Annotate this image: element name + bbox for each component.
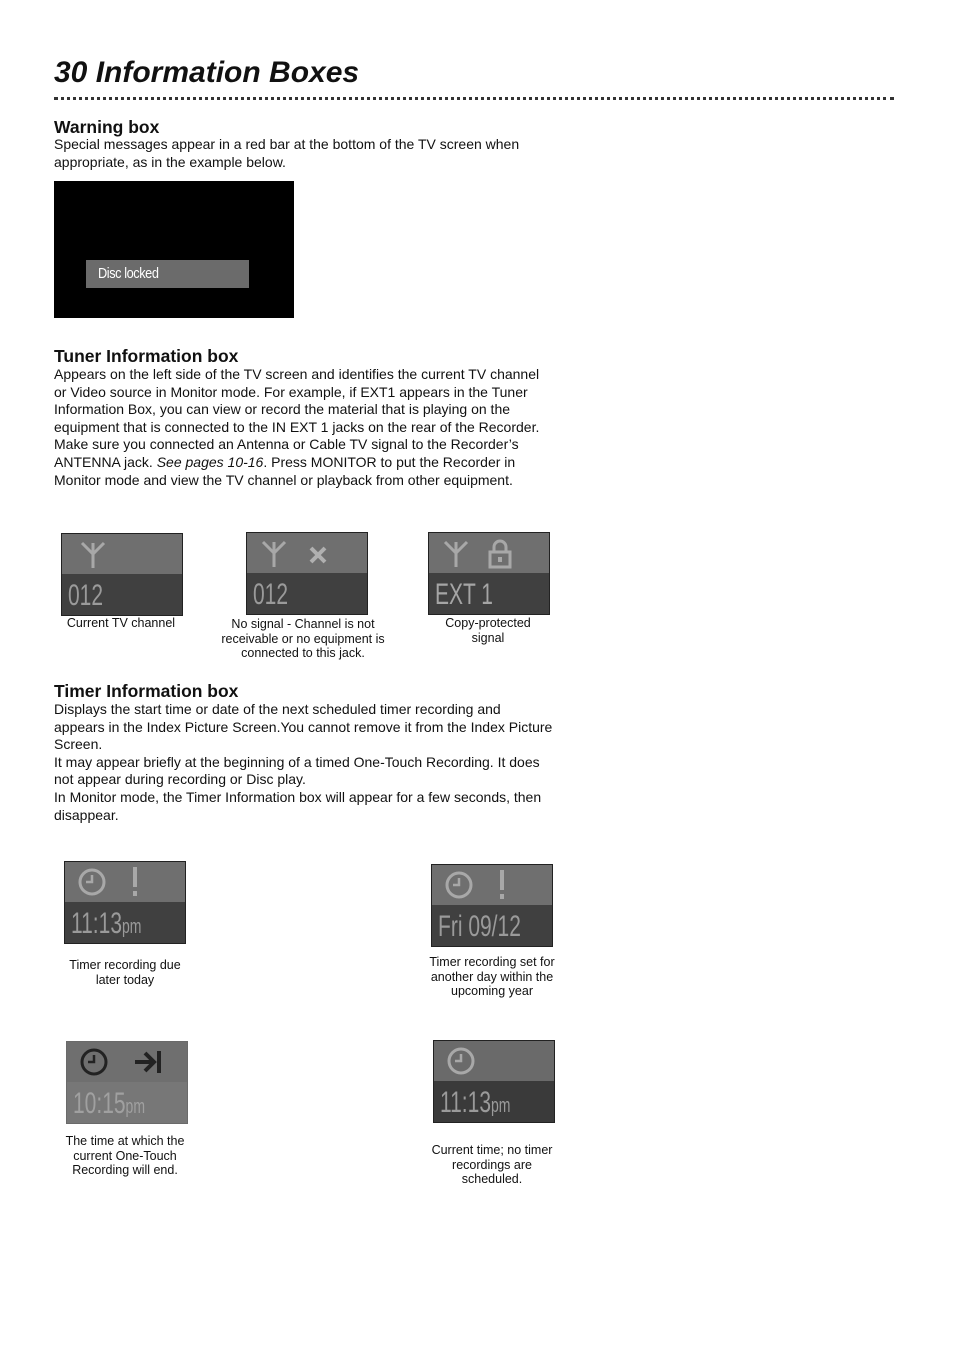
tuner-caption: Current TV channel (66, 616, 176, 630)
lock-icon (487, 539, 513, 569)
timer-heading: Timer Information box (54, 681, 239, 701)
tuner-box-no-signal (246, 532, 368, 615)
warning-bar (86, 260, 249, 288)
timer-suffix: pm (491, 1095, 511, 1117)
timer-box-current-time (433, 1040, 555, 1123)
tuner-caption: Copy-protected signal (445, 616, 531, 645)
antenna-icon (441, 539, 471, 569)
timer-suffix: pm (125, 1096, 146, 1118)
antenna-icon (78, 540, 108, 570)
warning-bar-text: Disc locked (98, 265, 159, 282)
skip-end-icon (133, 1048, 165, 1076)
tuner-display: 012 (253, 578, 289, 611)
warning-heading: Warning box (54, 117, 160, 137)
tuner-p2 (54, 436, 554, 489)
tuner-box-protected (428, 532, 550, 615)
tuner-caption: No signal - Channel is not receivable or no equipment is connected to this jack. (221, 617, 385, 660)
warning-body: Special messages appear in a red bar at the bottom of the TV screen when appropriate, as in the example below. (54, 136, 520, 170)
clock-icon (444, 870, 474, 900)
timer-caption: Timer recording set for another day within the upcoming year (429, 955, 555, 998)
clock-icon (77, 867, 107, 897)
tuner-p1: Appears on the left side of the TV screen and identifies the current TV channel or Video source in Monitor mode. For example, if EXT1 appears in the Tuner Information Box, you can view or record the material that is playing on the equipment that is connected to the IN EXT 1 jacks on the rear of the Recorder. (54, 366, 540, 435)
timer-caption: Current time; no timer recordings are scheduled. (431, 1143, 553, 1186)
timer-text (54, 701, 554, 824)
exclamation-icon (496, 869, 508, 901)
tuner-box-current (61, 533, 183, 616)
timer-box-other-day (431, 864, 553, 947)
timer-time: 11:13 (440, 1086, 492, 1119)
tuner-text (54, 366, 554, 489)
timer-time: 11:13 (71, 907, 123, 940)
tuner-p2-ref: See pages 10-16 (156, 453, 264, 470)
timer-caption: The time at which the current One-Touch Recording will end. (65, 1134, 185, 1177)
timer-time: 10:15 (73, 1087, 126, 1120)
tuner-display: EXT 1 (435, 578, 493, 611)
tuner-display: 012 (68, 579, 104, 612)
antenna-icon (259, 539, 289, 569)
tuner-p2-b: . Press MONITOR to put the Recorder in Monitor mode and view the TV channel or playback from other equipment. (54, 453, 516, 488)
timer-time: Fri 09/12 (438, 910, 521, 943)
page-title: 30 Information Boxes (54, 56, 360, 89)
clock-icon (446, 1046, 476, 1076)
timer-box-one-touch (66, 1041, 188, 1124)
title-divider (54, 97, 894, 100)
tuner-p2-a: Make sure you connected an Antenna or Cable TV signal to the Recorder’s ANTENNA jack. (54, 436, 519, 470)
timer-p3: In Monitor mode, the Timer Information box will appear for a few seconds, then disappear. (54, 788, 542, 823)
timer-suffix: pm (122, 916, 142, 938)
clock-icon (79, 1047, 109, 1077)
no-signal-icon (307, 544, 329, 566)
timer-caption: Timer recording due later today (69, 958, 181, 987)
exclamation-icon (129, 866, 141, 898)
timer-p1: Displays the start time or date of the next scheduled timer recording and appears in the Index Picture Screen.You cannot remove it from the Index Picture Screen. (54, 701, 553, 753)
timer-box-today (64, 861, 186, 944)
tuner-heading: Tuner Information box (54, 346, 239, 366)
warning-text (54, 136, 544, 171)
warning-screen (54, 181, 294, 318)
timer-p2: It may appear briefly at the beginning of a timed One-Touch Recording. It does not appear during recording or Disc play. (54, 753, 540, 788)
